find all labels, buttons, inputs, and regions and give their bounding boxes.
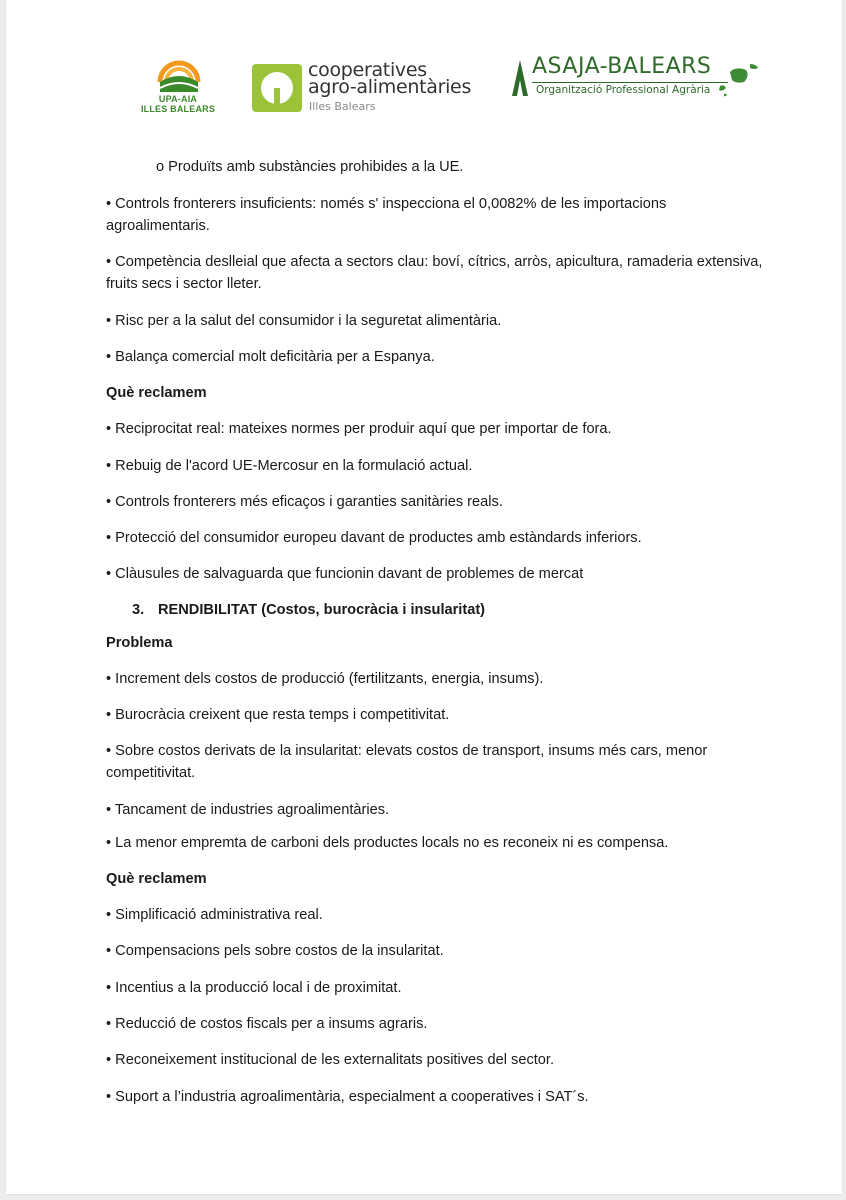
- claims-heading: Què reclamem: [106, 871, 207, 887]
- problem-item: • Increment dels costos de producció (fertilitzants, energia, insums).: [106, 671, 544, 687]
- upa-sun-icon: [154, 52, 204, 94]
- claim-item: • Protecció del consumidor europeu davant de productes amb estàndards inferiors.: [106, 530, 642, 546]
- asaja-subtitle: Organització Professional Agrària: [536, 84, 711, 96]
- claim-item: • Controls fronterers més eficaços i garanties sanitàries reals.: [106, 494, 503, 510]
- upa-logo-text: [136, 94, 220, 114]
- cooperatives-logo: [252, 60, 482, 116]
- cooperatives-tree-icon: [252, 64, 302, 112]
- claim-item: • Reciprocitat real: mateixes normes per produir aquí que per importar de fora.: [106, 421, 612, 437]
- claim-item: • Reducció de costos fiscals per a insums agraris.: [106, 1016, 428, 1032]
- problem-item: • La menor empremta de carboni dels productes locals no es reconeix ni es compensa.: [106, 835, 669, 851]
- claim-item: • Reconeixement institucional de les externalitats positives del sector.: [106, 1052, 555, 1068]
- coop-logo-line1: cooperatives: [308, 59, 427, 81]
- section-title: RENDIBILITAT (Costos, burocràcia i insularitat): [158, 602, 486, 618]
- coop-logo-line3: Illes Balears: [309, 100, 376, 113]
- problem-item: • Controls fronterers insuficients: només s' inspecciona el 0,0082% de les importacions agroalimentaris.: [106, 196, 667, 234]
- asaja-underline: [532, 82, 728, 83]
- problem-heading: Problema: [106, 635, 173, 651]
- section-number: 3.: [132, 602, 145, 618]
- claim-item: • Rebuig de l'acord UE-Mercosur en la formulació actual.: [106, 458, 473, 474]
- asaja-logo: [506, 54, 766, 114]
- document-page: [6, 0, 842, 1194]
- balearic-islands-map-icon: [716, 62, 760, 98]
- claim-item: • Suport a l’industria agroalimentària, especialment a cooperatives i SAT´s.: [106, 1089, 589, 1105]
- asaja-a-icon: [510, 58, 530, 98]
- claim-item: • Simplificació administrativa real.: [106, 907, 323, 923]
- header-logos: [6, 0, 842, 130]
- coop-logo-line2: agro-alimentàries: [308, 76, 472, 98]
- upa-aia-logo: [136, 52, 226, 118]
- asaja-title: ASAJA-BALEARS: [532, 54, 712, 79]
- problem-item: • Competència deslleial que afecta a sectors clau: boví, cítrics, arròs, apicultura, ramaderia extensiva, fruits secs i sector lleter.: [106, 254, 763, 292]
- claim-item: • Compensacions pels sobre costos de la insularitat.: [106, 943, 444, 959]
- upa-logo-line2: ILLES BALEARS: [140, 104, 216, 114]
- problem-item: • Tancament de industries agroalimentàries.: [106, 802, 390, 818]
- problem-item: • Balança comercial molt deficitària per a Espanya.: [106, 349, 435, 365]
- upa-logo-line1: UPA-AIA: [158, 94, 198, 104]
- problem-item: • Sobre costos derivats de la insularitat: elevats costos de transport, insums més cars, menor competitivitat.: [106, 743, 708, 781]
- problem-item: • Risc per a la salut del consumidor i la seguretat alimentària.: [106, 313, 502, 329]
- sub-item-prohibited-substances: o Produïts amb substàncies prohibides a la UE.: [156, 159, 464, 175]
- claims-heading: Què reclamem: [106, 385, 207, 401]
- claim-item: • Incentius a la producció local i de proximitat.: [106, 980, 402, 996]
- claim-item: • Clàusules de salvaguarda que funcionin davant de problemes de mercat: [106, 566, 584, 582]
- problem-item: • Burocràcia creixent que resta temps i competitivitat.: [106, 707, 450, 723]
